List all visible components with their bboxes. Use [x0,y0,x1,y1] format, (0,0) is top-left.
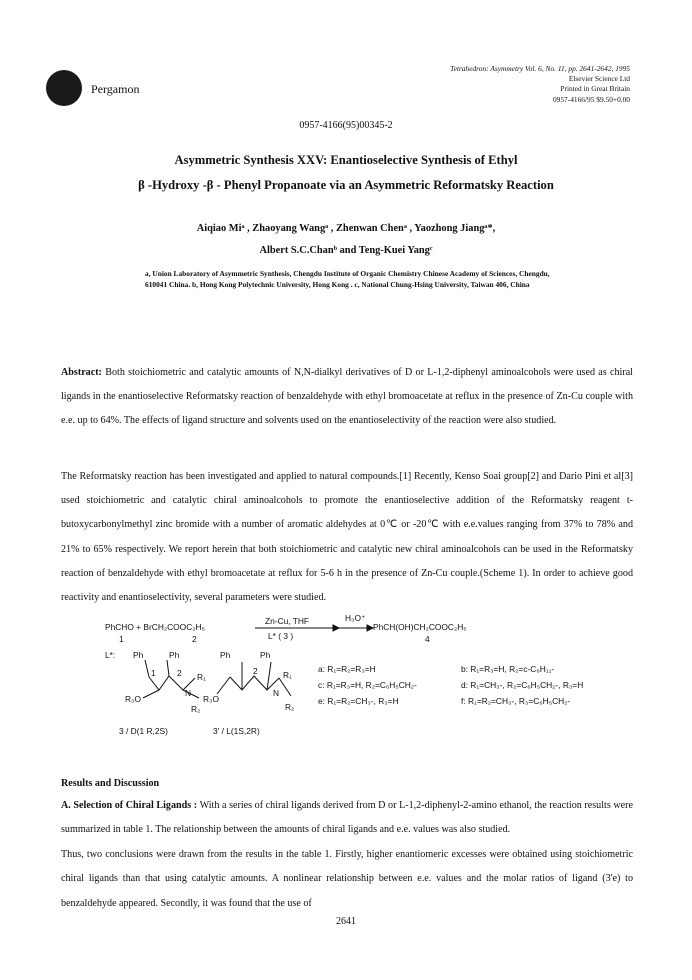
substituent-f: f: R₁=R₂=CH₃-, R₃=C₆H₅CH₂- [461,696,571,706]
abstract-label: Abstract: [61,367,102,378]
publication-info [310,64,630,105]
title-line-1: Asymmetric Synthesis XXV: Enantioselective Synthesis of Ethyl [174,153,518,167]
section-a-paragraph [61,794,633,916]
pergamon-logo [46,70,82,106]
scheme-reactants: PhCHO + BrCH₂COOC₂H₅ [105,622,205,632]
price-line: 0957-4166/95 $9.50+0.00 [552,94,630,104]
ligand-right-backbone [230,676,279,690]
scheme-workup: H₃O⁺ [345,613,366,623]
page-number: 2641 [336,916,356,927]
section-a-text: With a series of chiral ligands derived from D or L-1,2-diphenyl-2-amino ethanol, the reaction results were summarized in table 1. The relationship between the amounts of chiral ligands and e.e. values was also studied. [61,800,633,836]
ligand-left-o-bond [143,690,159,698]
substituent-a: a: R₁=R₂=R₃=H [318,664,376,674]
ligand-right-c2: 2 [253,666,258,676]
scheme-compound-2: 2 [192,634,197,644]
journal-line: Tetrahedron: Asymmetry Vol. 6, No. 11, pp. 2641-2642, 1995 [450,64,630,73]
ligand-left-ph-2: Ph [169,650,180,660]
ligand-left-ph2-bond [167,660,169,676]
ligand-right-n: N [273,688,280,698]
affiliations: a, Union Laboratory of Asymmetric Synthesis, Chengdu Institute of Organic Chemistry Chinese Academy of Sciences, Chengdu, 610041 China. b, Hong Kong Polytechnic University, Hong Kong . c, National Chung-Hsing University, Taiwan 406, China [145,269,550,289]
ligand-left-c1: 1 [151,668,156,678]
scheme-compound-1: 1 [119,634,124,644]
abstract [61,361,633,434]
reaction-arrow-1-head [333,625,339,631]
scheme-conditions-top: Zn-Cu, THF [265,616,310,626]
ligand-right-r1: R₁ [283,670,292,680]
ligand-left-config: 3 / D(1 R,2S) [119,726,168,736]
intro-paragraph: The Reformatsky reaction has been investigated and applied to natural compounds.[1] Recently, Kenso Soai group[2] and Dario Pini et al[3] used stoichiometric and catalytic chiral aminoalcohols to promote the enantioselective addition of the Reformatsky reagent t-butoxycarbonylmethyl zinc bromide with a number of aromatic aldehydes at 0℃ or -20℃ with e.e.values ranging from 37% to 78% and 21% to 65% respectively. We report herein that both stoichiometric and catalytic new chiral aminoalcohols can be used in the Reformatsky reaction of benzaldehyde with ethyl bromoacetate at reflux for 5-6 h in the presence of Zn-Cu couple.(Scheme 1). In order to achieve good reactivity and enantioselectivity, several parameters were studied. [61,471,633,604]
printed-line: Printed in Great Britain [560,84,630,94]
ligand-right-ph-1: Ph [220,650,231,660]
ligand-right-ph-2: Ph [260,650,271,660]
ligand-left-n: N [185,688,192,698]
ligand-left-c2: 2 [177,668,182,678]
scheme-1 [105,613,625,757]
ligand-right-o-bond [217,677,230,694]
substituent-e: e: R₁=R₂=CH₃-, R₃=H [318,696,399,706]
abstract-text: Both stoichiometric and catalytic amounts of N,N-dialkyl derivatives of D or L-1,2-diphenyl aminoalcohols were used as chiral ligands in the enantioselective Reformatsky reaction of benzaldehyde with ethyl bromoacetate at reflux in the presence of Zn-Cu couple with e.e. up to 64%. The effects of ligand structure and solvents used on the enantioselectivity of the reaction were also studied. [61,367,633,427]
ligand-left-ph1-bond [145,660,149,677]
scheme-compound-4: 4 [425,634,430,644]
ligand-left-r1: R₁ [197,672,206,682]
reaction-arrow-2-head [367,625,373,631]
authors-line-1: Aiqiao Miᵃ , Zhaoyang Wangᵃ , Zhenwan Chenᵃ , Yaozhong Jiangᵃ*, [196,223,496,234]
ligand-right-r3o: R₃O [203,694,219,704]
ligand-left-ph-1: Ph [133,650,144,660]
ligand-right-r2-bond [279,678,291,696]
authors-line-2: Albert S.C.Chanᵇ and Teng-Kuei Yangᶜ [259,245,433,256]
substituent-c: c: R₁=R₃=H, R₂=C₆H₅CH₂- [318,680,417,690]
section-a-label: A. Selection of Chiral Ligands : [61,800,198,811]
ligand-left-r2: R₂ [191,704,201,714]
ligand-right-ph2-bond [267,662,271,690]
scheme-conditions-bottom: L* ( 3 ) [268,631,294,641]
title-line-2: β -Hydroxy -β - Phenyl Propanoate via an Asymmetric Reformatsky Reaction [138,178,554,192]
substituent-b: b: R₁=R₃=H, R₂=c-C₆H₁₁- [461,664,555,674]
ligand-right-config: 3' / L(1S,2R) [213,726,260,736]
section-heading: Results and Discussion [61,778,160,789]
publisher-name: Pergamon [91,82,140,96]
doi: 0957-4166(95)00345-2 [299,120,393,131]
publisher-line: Elsevier Science Ltd [568,74,630,84]
substituent-d: d: R₁=CH₃-, R₂=C₆H₅CH₂-, R₃=H [461,680,584,690]
ligand-right-r2: R₂ [285,702,295,712]
scheme-product: PhCH(OH)CH₂COOC₂H₅ [373,622,467,632]
section-a-text2: Thus, two conclusions were drawn from the results in the table 1. Firstly, higher enantiomeric excesses were obtained using stoichiometric chiral ligands than that using catalytic amounts. A nonlinear relationship between e.e. values and the molar ratios of ligand (3'e) to benzaldehyde appeared. Secondly, it was found that the use of [61,848,633,909]
ligand-left-r3o: R₃O [125,694,141,704]
scheme-ligand-label: L*: [105,650,116,660]
